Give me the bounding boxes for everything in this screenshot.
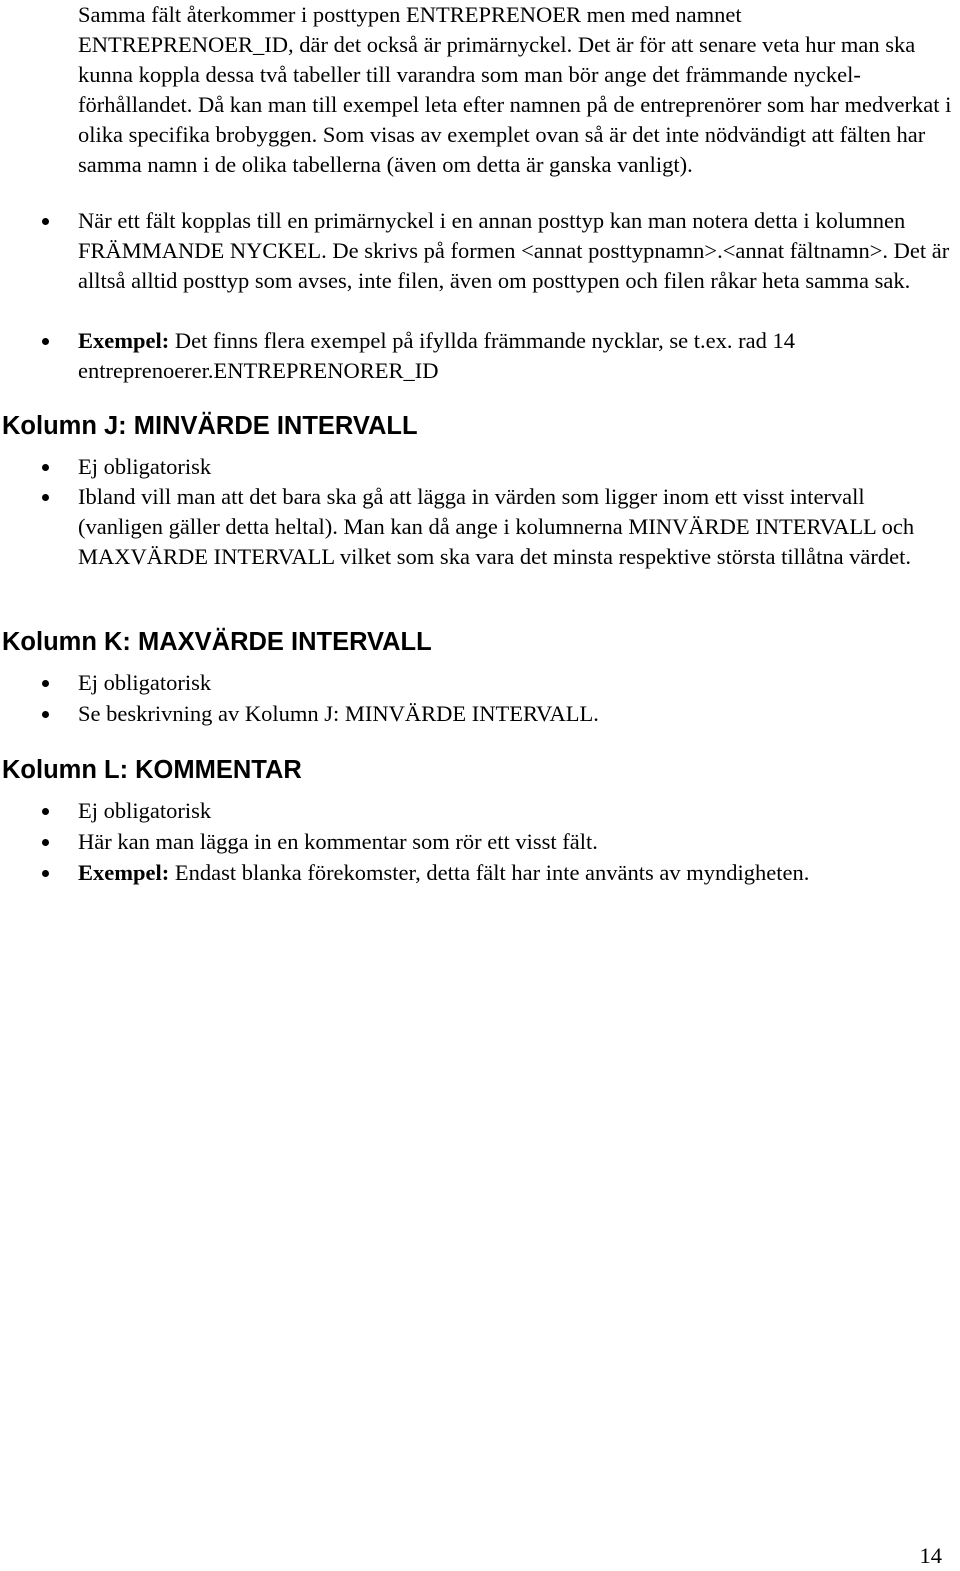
- bullet-icon: [42, 711, 49, 718]
- list-item: [78, 796, 953, 826]
- list-item-text: Det finns flera exempel på ifyllda främmande nycklar, se t.ex. rad 14 entreprenoerer.ENTREPRENORER_ID: [78, 328, 795, 383]
- bullet-icon: [42, 680, 49, 687]
- example-label: Exempel:: [78, 860, 170, 885]
- list-item: [78, 699, 953, 729]
- list-item-text: Se beskrivning av Kolumn J: MINVÄRDE INTERVALL.: [78, 701, 599, 726]
- list-item: [78, 827, 953, 857]
- list-item-text: När ett fält kopplas till en primärnyckel i en annan posttyp kan man notera detta i kolumnen FRÄMMANDE NYCKEL. De skrivs på formen <annat posttypnamn>.<annat fältnamn>. Det är alltså alltid posttyp som avses, inte filen, även om posttypen och filen råkar heta samma sak.: [78, 208, 950, 293]
- list-item-example: [78, 326, 953, 386]
- list-item: [78, 482, 953, 572]
- bullet-icon: [42, 494, 49, 501]
- bullet-icon: [42, 338, 49, 345]
- list-item-text: Endast blanka förekomster, detta fält har inte använts av myndigheten.: [169, 860, 810, 885]
- section-heading-k: Kolumn K: MAXVÄRDE INTERVALL: [2, 628, 432, 656]
- list-item: [78, 668, 953, 698]
- bullet-icon: [42, 808, 49, 815]
- intro-paragraph: Samma fält återkommer i posttypen ENTREPRENOER men med namnet ENTREPRENOER_ID, där det också är primärnyckel. Det är för att senare veta hur man ska kunna koppla dessa två tabeller till varandra som man bör ange det främmande nyckel-förhållandet. Då kan man till exempel leta efter namnen på de entreprenörer som har medverkat i olika specifika brobyggen. Som visas av exemplet ovan så är det inte nödvändigt att fälten har samma namn i de olika tabellerna (även om detta är ganska vanligt).: [78, 2, 952, 177]
- list-item: [78, 452, 953, 482]
- page-number: 14: [919, 1543, 942, 1568]
- list-item-foreign-key: [78, 206, 953, 296]
- bullet-icon: [42, 870, 49, 877]
- section-heading-j: Kolumn J: MINVÄRDE INTERVALL: [2, 412, 418, 440]
- bullet-icon: [42, 839, 49, 846]
- list-item-text: Ibland vill man att det bara ska gå att lägga in värden som ligger inom ett visst intervall (vanligen gäller detta heltal). Man kan då ange i kolumnerna MINVÄRDE INTERVALL och MAXVÄRDE INTERVALL vilket som ska vara det minsta respektive största tillåtna värdet.: [78, 484, 915, 569]
- list-item-text: Här kan man lägga in en kommentar som rör ett visst fält.: [78, 829, 598, 854]
- list-item-text: Ej obligatorisk: [78, 798, 212, 823]
- list-item-example: [78, 858, 953, 888]
- bullet-icon: [42, 218, 49, 225]
- section-heading-l: Kolumn L: KOMMENTAR: [2, 756, 302, 784]
- bullet-icon: [42, 464, 49, 471]
- list-item-text: Ej obligatorisk: [78, 454, 212, 479]
- list-item-text: Ej obligatorisk: [78, 670, 212, 695]
- example-label: Exempel:: [78, 328, 170, 353]
